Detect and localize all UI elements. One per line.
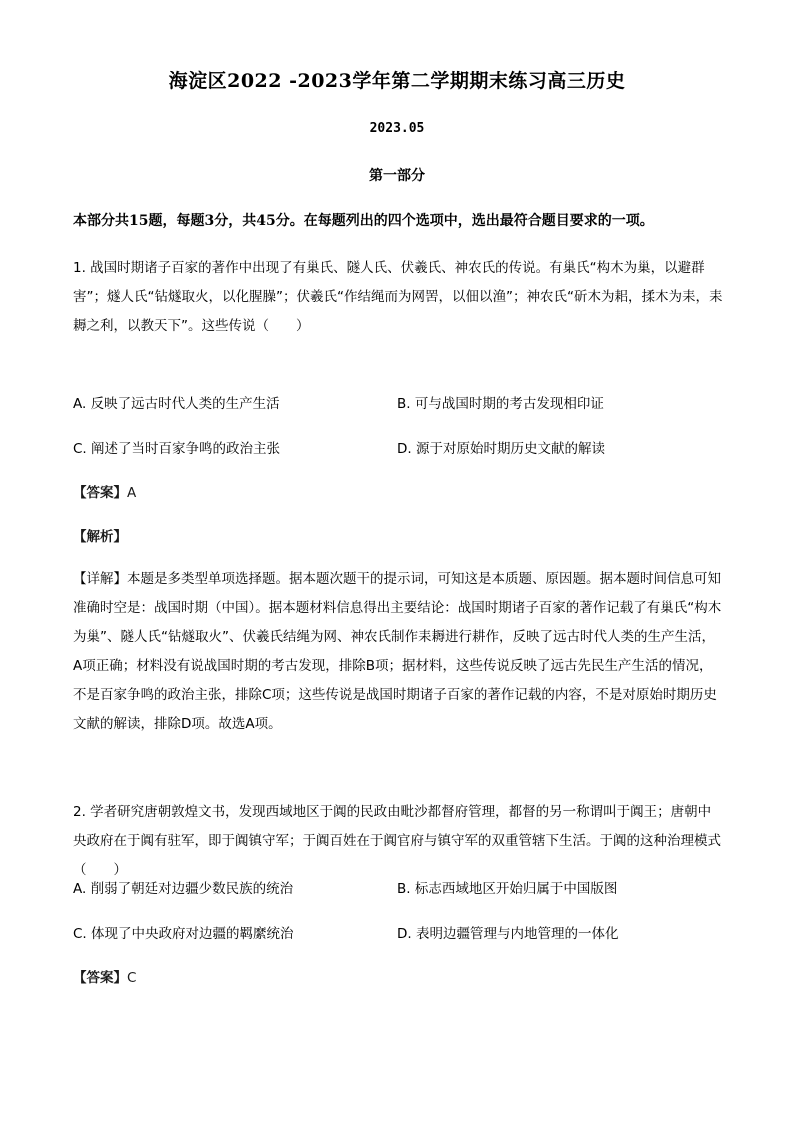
question-1-analysis-label: 【解析】: [73, 529, 127, 545]
question-1-detail: 【详解】本题是多类型单项选择题。据本题次题干的提示词，可知这是本质题、原因题。据本题时间信息可知准确时空是：战国时期（中国）。据本题材料信息得出主要结论：战国时期诸子百家的著作记载了有巢氏“构木为巢”、隧人氏“钻燧取火”、伏羲氏结绳为网、神农氏制作耒耨进行耕作，反映了远古时代人类的生产生活，A项正确；材料没有说战国时期的考古发现，排除B项；据材料，这些传说反映了远古先民生产生活的情况，不是百家争鸣的政治主张，排除C项；这些传说是战国时期诸子百家的著作记载的内容，不是对原始时期历史文献的解读，排除D项。故选A项。: [73, 571, 722, 732]
answer-value: A: [127, 485, 137, 501]
answer-value: C: [127, 970, 137, 986]
question-1-option-a: A. 反映了远古时代人类的生产生活: [73, 396, 280, 412]
question-2-option-b: B. 标志西域地区开始归属于中国版图: [397, 881, 618, 897]
question-2-option-a: A. 削弱了朝廷对边疆少数民族的统治: [73, 881, 294, 897]
section-heading: 第一部分: [369, 168, 425, 184]
question-1-option-d: D. 源于对原始时期历史文献的解读: [397, 441, 605, 457]
exam-date: 2023.05: [369, 121, 425, 136]
section-instructions: 本部分共15题，每题3分，共45分。在每题列出的四个选项中，选出最符合题目要求的一项。: [73, 213, 654, 229]
question-2-stem: 2. 学者研究唐朝敦煌文书，发现西域地区于阗的民政由毗沙都督府管理，都督的另一称谓叫于阗王；唐朝中央政府在于阗有驻军，即于阗镇守军；于阗百姓在于阗官府与镇守军的双重管辖下生活。于阗的这种治理模式（ ）: [73, 804, 721, 878]
question-1-option-c: C. 阐述了当时百家争鸣的政治主张: [73, 441, 281, 457]
question-2-option-d: D. 表明边疆管理与内地管理的一体化: [397, 926, 619, 942]
answer-label: 【答案】: [73, 485, 127, 501]
question-2-option-c: C. 体现了中央政府对边疆的羁縻统治: [73, 926, 294, 942]
question-1-answer: [73, 483, 136, 503]
question-1-option-b: B. 可与战国时期的考古发现相印证: [397, 396, 604, 412]
answer-label: 【答案】: [73, 970, 127, 986]
document-title: 海淀区2022 -2023学年第二学期期末练习高三历史: [168, 70, 626, 92]
question-1-stem: 1. 战国时期诸子百家的著作中出现了有巢氏、隧人氏、伏羲氏、神农氏的传说。有巢氏“构木为巢，以避群害”；燧人氏“钻燧取火，以化腥臊”；伏羲氏“作结绳而为网罟，以佃以渔”；神农氏“斫木为耜，揉木为耒，耒耨之利，以教天下”。这些传说（ ）: [73, 260, 723, 334]
question-2-answer: [73, 968, 136, 988]
